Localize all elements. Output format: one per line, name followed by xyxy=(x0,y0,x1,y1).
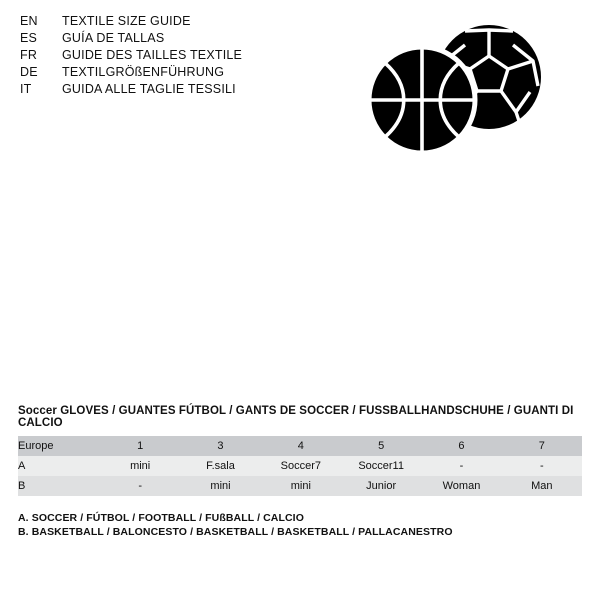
table-cell: - xyxy=(421,456,501,476)
language-code: FR xyxy=(20,48,38,62)
language-row xyxy=(20,14,360,31)
table-cell: Man xyxy=(502,476,582,496)
table-cell: mini xyxy=(261,476,341,496)
basketball-icon xyxy=(369,47,475,153)
table-header-cell: 6 xyxy=(421,436,501,456)
language-code: DE xyxy=(20,65,38,79)
footnote-b: B. BASKETBALL / BALONCESTO / BASKETBALL / BASKETBALL / PALLACANESTRO xyxy=(18,526,453,538)
table-header-cell: 1 xyxy=(100,436,180,456)
table-cell: Junior xyxy=(341,476,421,496)
footnotes xyxy=(18,511,578,539)
size-table-section xyxy=(18,405,582,496)
language-title: GUÍA DE TALLAS xyxy=(62,31,165,45)
table-cell: Soccer7 xyxy=(261,456,341,476)
footnote-a: A. SOCCER / FÚTBOL / FOOTBALL / FUßBALL / CALCIO xyxy=(18,512,304,524)
language-title: GUIDA ALLE TAGLIE TESSILI xyxy=(62,82,236,96)
language-title: GUIDE DES TAILLES TEXTILE xyxy=(62,48,243,62)
table-row xyxy=(18,456,582,476)
table-row-label: A xyxy=(18,456,100,476)
table-cell: - xyxy=(502,456,582,476)
table-cell: Soccer11 xyxy=(341,456,421,476)
language-title: TEXTILGRÖßENFÜHRUNG xyxy=(62,65,225,79)
language-row xyxy=(20,82,360,99)
table-cell: F.sala xyxy=(180,456,260,476)
table-cell: Woman xyxy=(421,476,501,496)
table-cell: - xyxy=(100,476,180,496)
language-legend xyxy=(20,14,360,99)
language-code: IT xyxy=(20,82,32,96)
table-cell: mini xyxy=(100,456,180,476)
language-code: EN xyxy=(20,14,38,28)
language-row xyxy=(20,65,360,82)
table-row xyxy=(18,476,582,496)
table-header-cell: Europe xyxy=(18,436,100,456)
table-header-cell: 7 xyxy=(502,436,582,456)
balls-illustration xyxy=(352,22,552,162)
table-header-cell: 5 xyxy=(341,436,421,456)
table-header-cell: 3 xyxy=(180,436,260,456)
table-row-label: B xyxy=(18,476,100,496)
table-header-cell: 4 xyxy=(261,436,341,456)
language-row xyxy=(20,48,360,65)
language-row xyxy=(20,31,360,48)
table-header-row xyxy=(18,436,582,456)
size-table xyxy=(18,436,582,496)
language-title: TEXTILE SIZE GUIDE xyxy=(62,14,191,28)
table-caption: Soccer GLOVES / GUANTES FÚTBOL / GANTS DE SOCCER / FUSSBALLHANDSCHUHE / GUANTI DI CALCIO xyxy=(18,405,574,429)
language-code: ES xyxy=(20,31,38,45)
table-cell: mini xyxy=(180,476,260,496)
